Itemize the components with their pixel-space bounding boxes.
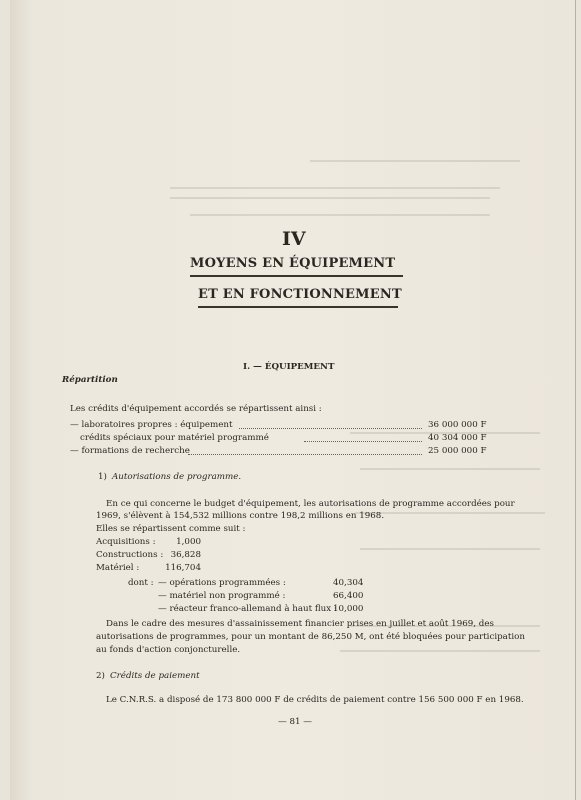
paragraph-2-line: au fonds d'action conjoncturelle.	[96, 645, 241, 655]
dot-leader	[304, 441, 422, 442]
section-subheading: Répartition	[62, 375, 118, 385]
subsection-2-number: 2)	[96, 671, 105, 681]
chapter-number: IV	[282, 228, 306, 250]
split-value: 36,828	[170, 550, 201, 560]
subsection-2-title: Crédits de paiement	[110, 671, 200, 681]
section-heading: I. — ÉQUIPEMENT	[243, 362, 335, 372]
show-through-line	[360, 468, 540, 470]
page-number: — 81 —	[278, 717, 312, 727]
dont-item-value: 40,304	[333, 578, 364, 588]
show-through-line	[340, 650, 540, 652]
split-value: 1,000	[176, 537, 201, 547]
dont-item-value: 66,400	[333, 591, 364, 601]
split-intro: Elles se répartissent comme suit :	[96, 524, 246, 534]
allocation-label: — formations de recherche	[70, 446, 190, 456]
split-label: Acquisitions :	[96, 537, 156, 547]
show-through-line	[360, 548, 540, 550]
intro-text: Les crédits d'équipement accordés se répartissent ainsi :	[70, 404, 322, 414]
dont-item-label: — opérations programmées :	[158, 578, 286, 588]
show-through-line	[190, 214, 490, 216]
split-label: Matériel :	[96, 563, 140, 573]
dont-item-value: 10,000	[333, 604, 364, 614]
allocation-label: — laboratoires propres : équipement	[70, 420, 233, 430]
title-underline	[198, 306, 398, 308]
dont-prefix: dont :	[128, 578, 154, 588]
dont-item-label: — réacteur franco-allemand à haut flux :	[158, 604, 337, 614]
allocation-label: crédits spéciaux pour matériel programmé	[80, 433, 269, 443]
paragraph-1-line: En ce qui concerne le budget d'équipement, les autorisations de programme accordées pour	[106, 499, 515, 509]
dont-item-label: — matériel non programmé :	[158, 591, 286, 601]
paragraph-3: Le C.N.R.S. a disposé de 173 800 000 F de crédits de paiement contre 156 500 000 F en 1968.	[106, 695, 524, 705]
paragraph-2-line: Dans le cadre des mesures d'assainissement financier prises en juillet et août 1969, des	[106, 619, 494, 629]
chapter-title-line1: MOYENS EN ÉQUIPEMENT	[190, 256, 396, 271]
document-page	[10, 0, 576, 800]
show-through-line	[170, 197, 490, 199]
subsection-1-title: Autorisations de programme.	[112, 472, 242, 482]
show-through-line	[170, 187, 500, 189]
allocation-amount: 25 000 000 F	[428, 446, 487, 456]
split-label: Constructions :	[96, 550, 164, 560]
split-value: 116,704	[165, 563, 201, 573]
subsection-1-number: 1)	[98, 472, 107, 482]
allocation-amount: 40 304 000 F	[428, 433, 487, 443]
show-through-line	[310, 160, 520, 162]
dot-leader	[188, 454, 422, 455]
chapter-title-line2: ET EN FONCTIONNEMENT	[198, 287, 402, 302]
allocation-amount: 36 000 000 F	[428, 420, 487, 430]
paragraph-2-line: autorisations de programmes, pour un montant de 86,250 M, ont été bloquées pour participation	[96, 632, 525, 642]
paragraph-1-line: 1969, s'élèvent à 154,532 millions contre 198,2 millions en 1968.	[96, 511, 385, 521]
title-underline	[190, 275, 403, 277]
dot-leader	[239, 428, 422, 429]
